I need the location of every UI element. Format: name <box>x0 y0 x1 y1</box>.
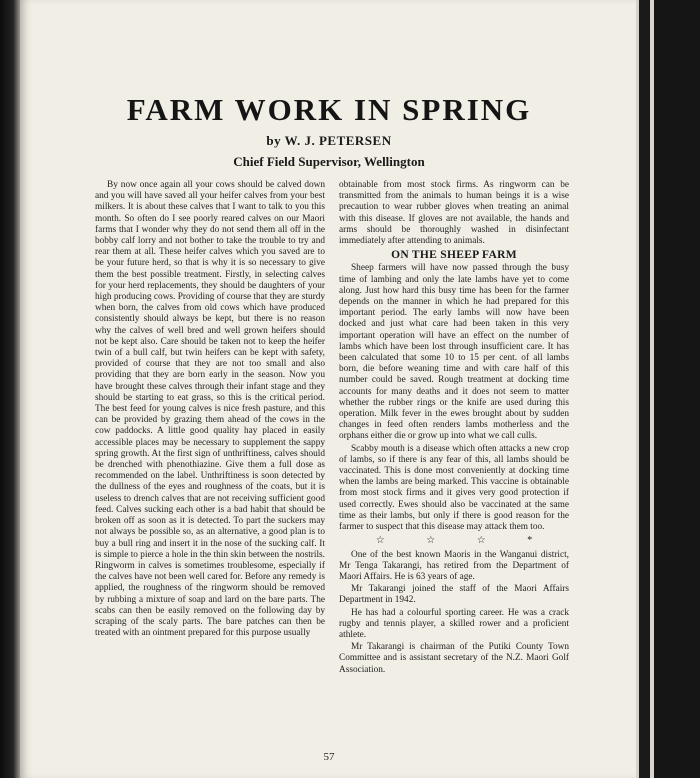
paragraph: Mr Takarangi is chairman of the Putiki County Town Committee and is assistant secretary of the N.Z. Maori Golf Association. <box>339 642 569 675</box>
article-title: FARM WORK IN SPRING <box>126 92 532 127</box>
paragraph: By now once again all your cows should be calved down and you will have saved all your heifer calves from your best milkers. It is about these calves that I want to talk to you this month. So often do I see poorly reared calves on our Maori farms that I wonder why they do not send them all off in the bobby calf lorry and not bother to take the trouble to try and rear them at all. These heifer calves which you saved are to be your future herd, so that is why it is so necessary to give them the best possible treatment. Firstly, in selecting calves for your herd replacements, they should be daughters of your high producing cows. Providing of course that they are sturdy when born, the calves from old cows which have produced consistently should always be kept, but there is no reason why the calves of well bred and well grown heifers should not be kept also. Care should be taken not to keep the heifer twin of a bull calf, but twin heifers can be kept with safety, provided of course that they are not too small and also providing that they are born early in the season. Now you have brought these calves through their infant stage and they should be starting to eat grass, so this is the critical period. The best feed for young calves is nice fresh pasture, and this can be provided by grazing them ahead of the cows in the cow paddocks. A little good quality hay placed in easily accessible places may be necessary to supplement the sappy spring growth. At the first sign of unthriftiness, calves should be drenched with phenothiazine. Give them a full dose as recommended on the label. Unthriftiness is soon detected by the dullness of the eyes and roughness of the coats, but it is useless to drench calves that are not receiving sufficient good feed. Calves sucking each other is a bad habit that should be broken off as soon as it is detected. To part the suckers may not always be possible so, as an alternative, a good plan is to buy a bull ring and insert it in the nose of the sucking calf. It is simple to pierce a hole in the thin skin between the nostrils. Ringworm in calves is sometimes troublesome, especially if the calves have not been well cared for. Before any remedy is applied, the roughness of the ringworm should be removed by rubbing a mixture of soap and lard on the bare parts. The scabs can then be easily removed on the following day by scraping of the scaly parts. The bare patches can then be treated with an ointment prepared for this purpose usually <box>95 180 325 639</box>
magazine-page <box>20 0 638 778</box>
paragraph: Sheep farmers will have now passed through the busy time of lambing and only the late lambs have yet to come along. Just how hard this busy time has been for the farmer depends on the manner in which he had prepared for this important period. The early lambs will now have been docked and just what care had been taken in this very important operation will have an effect on the number of lambs which have been lost through insufficient care. It has been calculated that some 10 to 15 per cent. of all lambs born, die before weaning time and with care half of this number could be saved. Rough treatment at docking time accounts for many deaths and it does not seem to matter whether the rubber rings or the knife are used during this operation. Milk fever in the ewes brought about by sudden changes in feed often renders lambs motherless and the orphans either die or grow up into what we call culls. <box>339 263 569 442</box>
left-column <box>95 180 325 640</box>
paragraph: Scabby mouth is a disease which often attacks a new crop of lambs, so if there is any fear of this, all lambs should be vaccinated. This is done most conveniently at docking time when the lambs are being marked. This vaccine is obtainable from most stock firms and it gives very good protection if used correctly. Ewes should also be vaccinated at the same time as their lambs, but only if there is good reason for the farmer to suspect that this disease may attack them too. <box>339 443 569 533</box>
star-icon: ☆ <box>476 535 486 547</box>
star-icon: ☆ <box>426 535 436 547</box>
paragraph: Mr Takarangi joined the staff of the Maori Affairs Department in 1942. <box>339 584 569 606</box>
right-column <box>339 180 569 677</box>
book-edge-right <box>636 0 700 778</box>
author-role: Chief Field Supervisor, Wellington <box>233 154 425 169</box>
section-divider-stars <box>355 535 553 546</box>
star-icon: * <box>527 535 533 547</box>
book-spine-left <box>0 0 22 778</box>
section-heading: ON THE SHEEP FARM <box>391 249 517 262</box>
paragraph: obtainable from most stock firms. As ringworm can be transmitted from the animals to human beings it is a wise precaution to wear rubber gloves when treating an animal with this disease. If gloves are not available, the hands and arms should be thoroughly washed in disinfectant immediately after attending to animals. <box>339 180 569 247</box>
star-icon: ☆ <box>375 535 385 547</box>
article-byline: by W. J. PETERSEN <box>266 133 392 148</box>
paragraph: One of the best known Maoris in the Wanganui district, Mr Tenga Takarangi, has retired from the Department of Maori Affairs. He is 63 years of age. <box>339 549 569 582</box>
page-number: 57 <box>323 751 335 763</box>
paragraph: He has had a colourful sporting career. He was a crack rugby and tennis player, a skilled rower and a proficient athlete. <box>339 607 569 640</box>
